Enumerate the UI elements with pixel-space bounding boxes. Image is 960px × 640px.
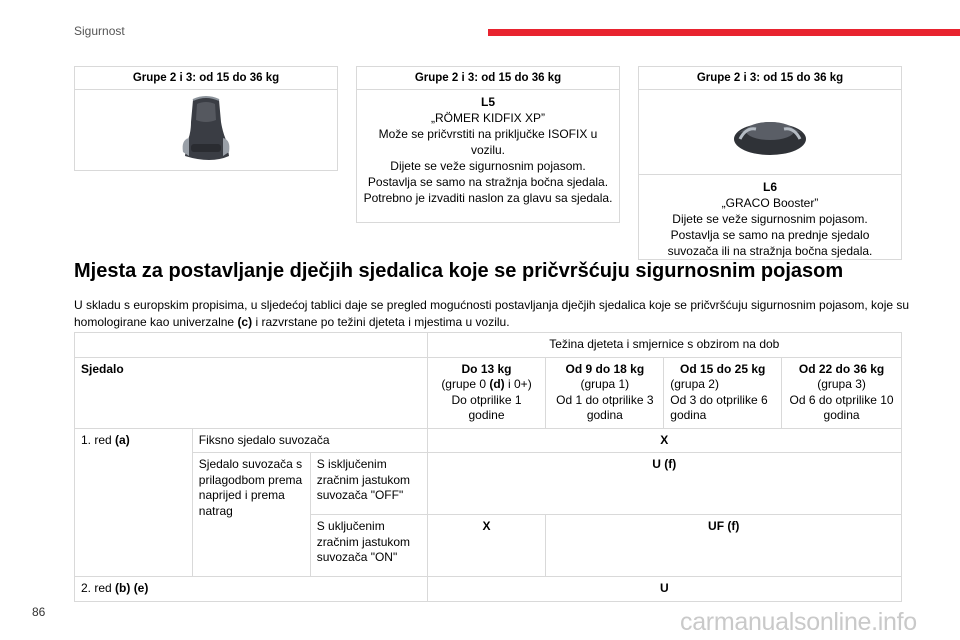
airbag-condition: S isključenim zračnim jastukom suvozača "OFF" (310, 453, 427, 515)
column-header (664, 357, 782, 428)
child-seat-compatibility-table (74, 332, 902, 602)
column-group (434, 377, 540, 393)
seat-code: L5 (480, 95, 495, 109)
column-age: Do otprilike 1 godine (451, 392, 522, 422)
card-heading: Grupe 2 i 3: od 15 do 36 kg (75, 67, 337, 90)
row-label (75, 428, 193, 577)
column-group: (grupa 2) (670, 377, 719, 391)
column-weight: Do 13 kg (461, 361, 512, 376)
seat-model-name: „GRACO Booster” (721, 196, 819, 210)
high-back-booster-seat-image (75, 90, 337, 170)
intro-note-ref: (c) (237, 315, 253, 329)
booster-cushion-image (639, 90, 901, 175)
group-text: (grupe 0 (441, 377, 490, 391)
card-heading: Grupe 2 i 3: od 15 do 36 kg (639, 67, 901, 90)
table-row (75, 357, 902, 428)
table-seat-header: Sjedalo (75, 357, 428, 428)
column-group: (grupa 1) (580, 377, 630, 391)
group-text: i 0+) (504, 377, 532, 391)
seat-card-group23-image (74, 66, 338, 171)
table-row (75, 428, 902, 453)
cell-value: U (427, 577, 901, 602)
group-note-ref: (d) (489, 377, 505, 391)
column-header (427, 357, 546, 428)
section-intro (74, 297, 910, 331)
column-age: Od 1 do otprilike 3 godina (556, 392, 654, 422)
table-row (75, 333, 902, 358)
column-weight: Od 15 do 25 kg (680, 361, 766, 376)
intro-text: i razvrstane po težini djeteta i mjestima u vozilu. (252, 315, 510, 329)
cell-value: U (f) (427, 453, 901, 515)
row-note-ref: (b) (e) (115, 581, 149, 595)
cell-value: X (427, 515, 546, 577)
card-heading: Grupe 2 i 3: od 15 do 36 kg (357, 67, 619, 90)
row-label-text: 1. red (81, 432, 116, 447)
column-age: Od 3 do otprilike 6 godina (670, 392, 768, 422)
seat-note: Postavlja se samo na prednje sjedalo suvozača ili na stražnja bočna sjedala. (667, 228, 873, 258)
seat-note: Dijete se veže sigurnosnim pojasom. (672, 212, 868, 226)
cell-value: X (427, 428, 901, 453)
section-title: Mjesta za postavljanje dječjih sjedalica koje se pričvršćuju sigurnosnim pojasom (74, 260, 844, 282)
table-row (75, 453, 902, 515)
seat-note: Postavlja se samo na stražnja bočna sjedala. (367, 175, 609, 189)
header-section-title: Sigurnost (74, 24, 125, 38)
row-note-ref: (a) (115, 432, 130, 447)
column-header (782, 357, 902, 428)
intro-text: U skladu s europskim propisima, u sljedećoj tablici daje se pregled mogućnosti postavljanja dječjih sjedalica koje se pričvršćuju sigurnosnim pojasom, koje su homologirane kao univerzalne (74, 298, 910, 329)
table-row (75, 577, 902, 602)
seat-name: Fiksno sjedalo suvozača (192, 428, 427, 453)
airbag-condition: S uključenim zračnim jastukom suvozača "ON" (310, 515, 427, 577)
column-weight: Od 22 do 36 kg (798, 361, 885, 376)
column-age: Od 6 do otprilike 10 godina (789, 392, 894, 422)
header-accent-bar (488, 29, 960, 36)
cell-value: UF (f) (546, 515, 902, 577)
column-header (546, 357, 664, 428)
seat-code: L6 (762, 180, 777, 194)
table-super-header: Težina djeteta i smjernice s obzirom na dob (427, 333, 901, 358)
watermark: carmanualsonline.info (680, 608, 917, 636)
row-label (75, 577, 428, 602)
row-label-text: 2. red (81, 581, 116, 595)
seat-card-l5 (356, 66, 620, 223)
page-number: 86 (32, 605, 46, 619)
column-group: (grupa 3) (817, 377, 866, 391)
seat-name: Sjedalo suvozača s prilagodbom prema naprijed i prema natrag (192, 453, 310, 577)
column-weight: Od 9 do 18 kg (565, 361, 645, 376)
seat-note: Može se pričvrstiti na priključke ISOFIX u vozilu. (378, 127, 598, 157)
table-corner-cell (75, 333, 428, 358)
seat-card-l6 (638, 66, 902, 260)
seat-model-name: „RÖMER KIDFIX XP” (430, 111, 545, 125)
seat-note: Dijete se veže sigurnosnim pojasom. (390, 159, 586, 173)
seat-note: Potrebno je izvaditi naslon za glavu sa sjedala. (363, 191, 613, 205)
